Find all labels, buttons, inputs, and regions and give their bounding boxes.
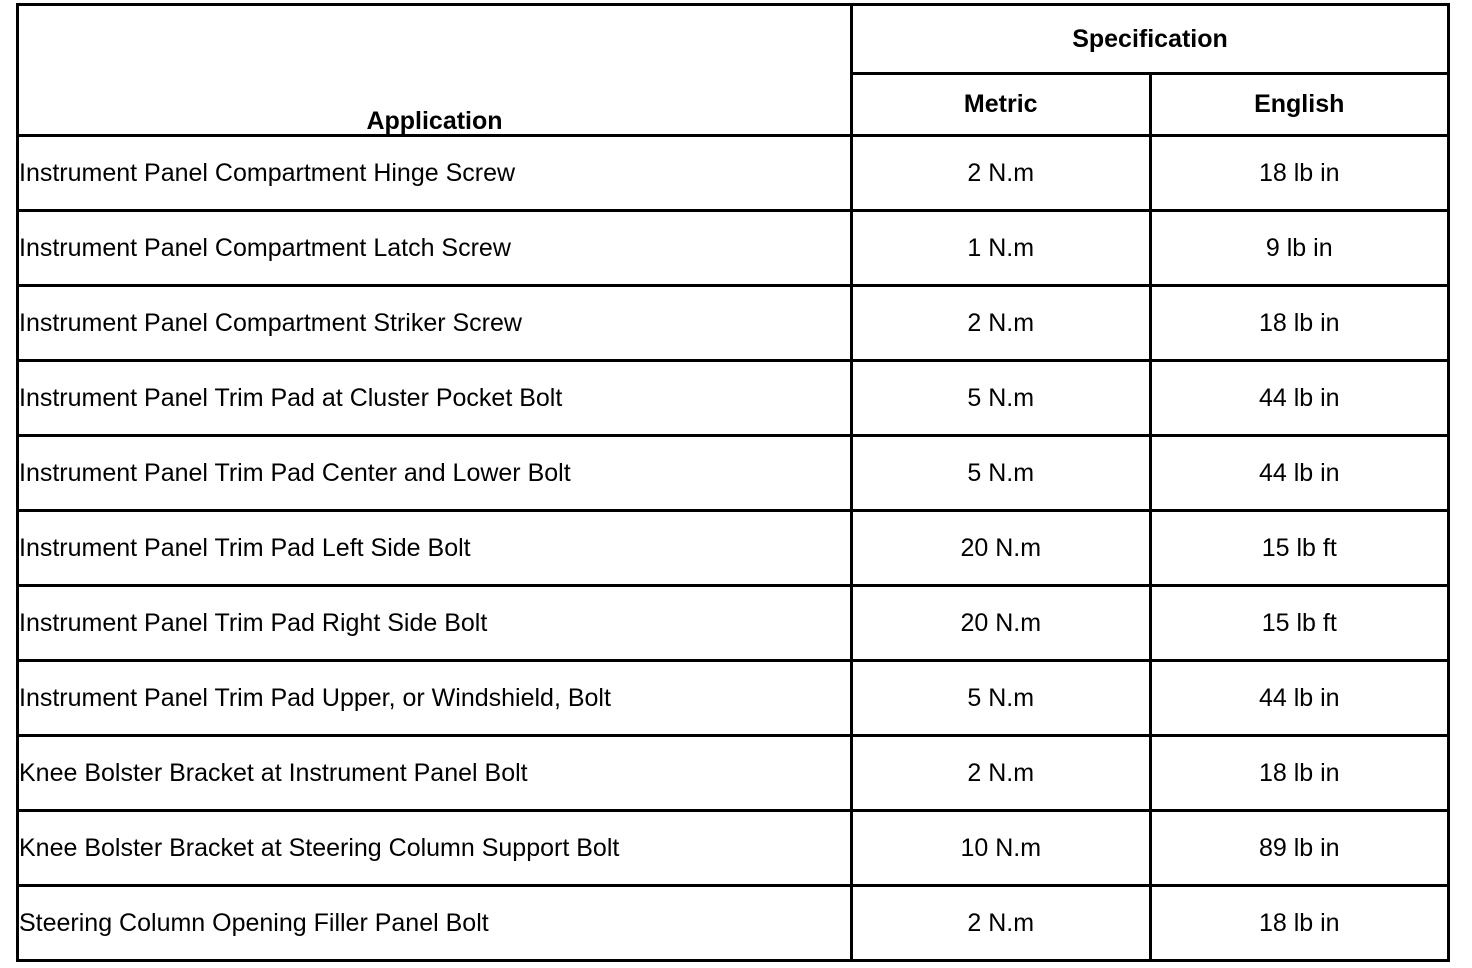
table-row: [18, 661, 1449, 736]
table-row: [18, 736, 1449, 811]
application-cell: Knee Bolster Bracket at Steering Column Support Bolt: [18, 811, 852, 886]
metric-cell: 5 N.m: [852, 361, 1151, 436]
metric-cell: 2 N.m: [852, 736, 1151, 811]
header-row-top: [18, 5, 1449, 74]
metric-cell: 5 N.m: [852, 661, 1151, 736]
english-cell: 18 lb in: [1150, 736, 1449, 811]
application-cell: Instrument Panel Compartment Hinge Screw: [18, 136, 852, 211]
table-row: [18, 436, 1449, 511]
metric-header: Metric: [852, 74, 1151, 136]
table-row: [18, 286, 1449, 361]
table-header: [18, 5, 1449, 136]
table-row: [18, 361, 1449, 436]
english-header: English: [1150, 74, 1449, 136]
table-row: [18, 811, 1449, 886]
metric-cell: 5 N.m: [852, 436, 1151, 511]
english-cell: 89 lb in: [1150, 811, 1449, 886]
application-cell: Steering Column Opening Filler Panel Bolt: [18, 886, 852, 961]
metric-cell: 20 N.m: [852, 511, 1151, 586]
metric-cell: 2 N.m: [852, 136, 1151, 211]
table-row: [18, 211, 1449, 286]
metric-cell: 1 N.m: [852, 211, 1151, 286]
metric-cell: 2 N.m: [852, 286, 1151, 361]
table-row: [18, 511, 1449, 586]
application-cell: Instrument Panel Compartment Latch Screw: [18, 211, 852, 286]
metric-cell: 10 N.m: [852, 811, 1151, 886]
application-header: Application: [18, 5, 852, 136]
english-cell: 15 lb ft: [1150, 586, 1449, 661]
application-cell: Instrument Panel Compartment Striker Screw: [18, 286, 852, 361]
metric-cell: 20 N.m: [852, 586, 1151, 661]
english-cell: 18 lb in: [1150, 886, 1449, 961]
table-body: [18, 136, 1449, 961]
table-row: [18, 886, 1449, 961]
application-cell: Instrument Panel Trim Pad Left Side Bolt: [18, 511, 852, 586]
english-cell: 9 lb in: [1150, 211, 1449, 286]
table-row: [18, 586, 1449, 661]
english-cell: 44 lb in: [1150, 661, 1449, 736]
english-cell: 18 lb in: [1150, 286, 1449, 361]
application-cell: Instrument Panel Trim Pad Right Side Bolt: [18, 586, 852, 661]
english-cell: 44 lb in: [1150, 436, 1449, 511]
application-cell: Instrument Panel Trim Pad Upper, or Windshield, Bolt: [18, 661, 852, 736]
english-cell: 44 lb in: [1150, 361, 1449, 436]
metric-cell: 2 N.m: [852, 886, 1151, 961]
specification-header: Specification: [852, 5, 1449, 74]
fastener-spec-table: [16, 3, 1450, 962]
english-cell: 15 lb ft: [1150, 511, 1449, 586]
application-cell: Instrument Panel Trim Pad Center and Lower Bolt: [18, 436, 852, 511]
application-cell: Instrument Panel Trim Pad at Cluster Pocket Bolt: [18, 361, 852, 436]
table-row: [18, 136, 1449, 211]
application-cell: Knee Bolster Bracket at Instrument Panel Bolt: [18, 736, 852, 811]
english-cell: 18 lb in: [1150, 136, 1449, 211]
